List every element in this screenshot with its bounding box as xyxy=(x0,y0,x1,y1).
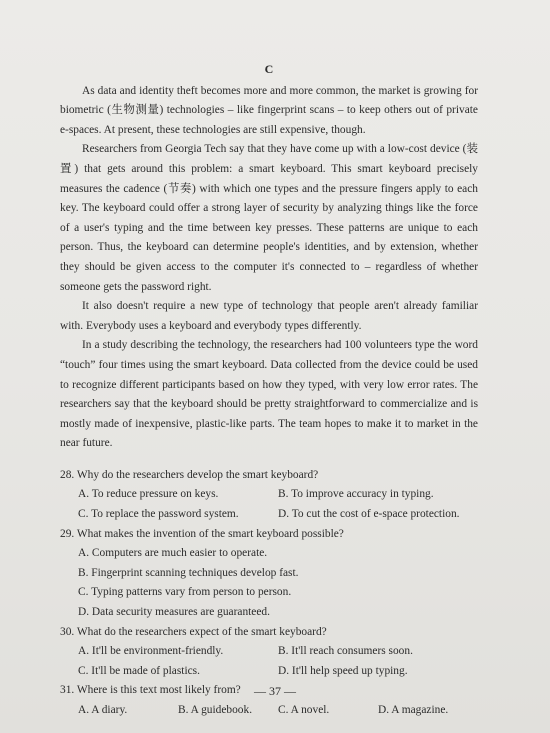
question-stem: 31. Where is this text most likely from? xyxy=(60,684,241,697)
option-c: C. To replace the password system. xyxy=(78,508,239,521)
option-b: B. A guidebook. xyxy=(178,704,253,716)
page-number: — 37 — xyxy=(254,684,296,698)
passage-paragraph-3: It also doesn't require a new type of technology that people aren't already familiar with. Everybody uses a keyboard and everybody types differently. xyxy=(60,300,478,332)
question-28 xyxy=(60,466,478,525)
option-list xyxy=(60,544,478,622)
passage-paragraph-2: Researchers from Georgia Tech say that they have come up with a low-cost device (装置) that gets around this problem: a smart keyboard. This smart keyboard precisely measures the cadence (节奏) with which one types and the pressure fingers apply to each key. The keyboard could offer a strong layer of security by analyzing things like the force of a user's typing and the time between key presses. These patterns are unique to each person. Thus, the keyboard can determine people's identities, and by extension, whether they should be given access to the computer it's connected to – regardless of whether someone gets the password right. xyxy=(60,143,478,293)
section-heading: C xyxy=(264,62,274,76)
question-29 xyxy=(60,525,478,623)
page-content xyxy=(60,60,478,721)
passage xyxy=(60,82,478,454)
option-b: B. It'll reach consumers soon. xyxy=(278,645,413,658)
option-b: B. To improve accuracy in typing. xyxy=(278,488,434,501)
question-stem: 29. What makes the invention of the smart keyboard possible? xyxy=(60,527,344,540)
option-c: C. Typing patterns vary from person to person. xyxy=(78,586,292,599)
option-d: D. To cut the cost of e-space protection. xyxy=(278,508,460,521)
option-a: A. Computers are much easier to operate. xyxy=(78,547,268,560)
option-list xyxy=(60,701,478,721)
question-list xyxy=(60,466,478,721)
option-d: D. A magazine. xyxy=(378,704,449,716)
option-c: C. It'll be made of plastics. xyxy=(78,664,200,677)
option-a: A. A diary. xyxy=(78,704,128,716)
question-30 xyxy=(60,623,478,682)
option-a: A. It'll be environment-friendly. xyxy=(78,645,224,658)
passage-paragraph-4: In a study describing the technology, the researchers had 100 volunteers type the word “touch” four times using the smart keyboard. Data collected from the device could be used to recognize different participants based on how they typed, with very low error rates. The researchers say that the keyboard should be pretty straightforward to commercialize and is mostly made of inexpensive, plastic-like parts. The team hopes to make it to market in the near future. xyxy=(60,339,478,450)
question-stem: 30. What do the researchers expect of the smart keyboard? xyxy=(60,625,327,638)
question-stem: 28. Why do the researchers develop the smart keyboard? xyxy=(60,468,319,481)
passage-paragraph-1: As data and identity theft becomes more and more common, the market is growing for biometric (生物测量) technologies – like fingerprint scans – to keep others out of private e-spaces. At present, these technologies are still expensive, though. xyxy=(60,84,478,136)
option-d: D. It'll help speed up typing. xyxy=(278,664,408,677)
option-d: D. Data security measures are guaranteed. xyxy=(78,606,270,619)
option-list xyxy=(60,642,478,681)
option-list xyxy=(60,485,478,524)
option-a: A. To reduce pressure on keys. xyxy=(78,488,219,501)
option-b: B. Fingerprint scanning techniques develop fast. xyxy=(78,566,299,579)
option-c: C. A novel. xyxy=(278,704,330,716)
